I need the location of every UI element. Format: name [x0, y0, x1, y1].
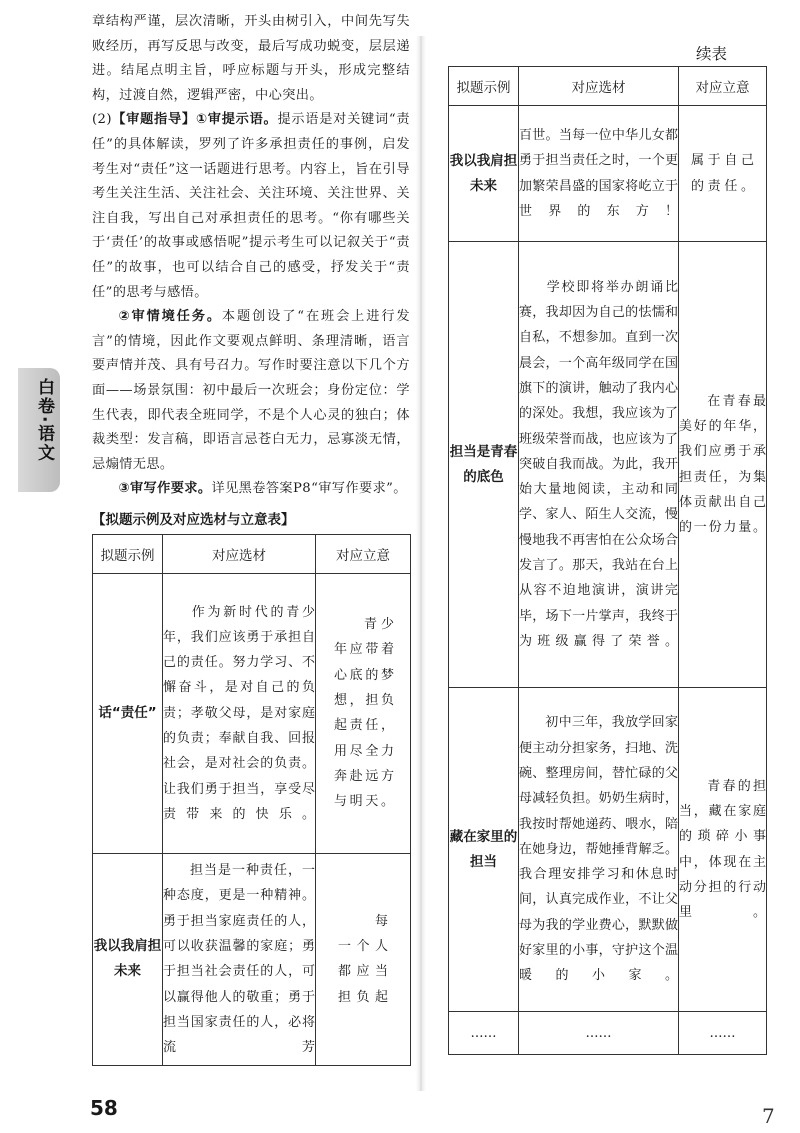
paragraph-situation-task	[92, 305, 410, 477]
header-material: 对应选材	[519, 67, 679, 106]
example-cell: 话“责任”	[93, 573, 163, 853]
table-row	[449, 1012, 767, 1055]
material-cell	[519, 106, 679, 242]
meaning-cell	[316, 853, 411, 1065]
meaning-text: 在青春最美好的年华，我们应勇于承担责任，为集体贡献出自己的一份力量。	[679, 393, 766, 536]
writing-requirements-text: 详见黑卷答案P8“审写作要求”。	[211, 481, 407, 497]
side-tab-label: 白卷·语文	[34, 378, 54, 463]
table-header-row	[449, 67, 767, 106]
item-number: (2)	[92, 112, 112, 128]
heading-situation-task: ②审情境任务。	[118, 309, 222, 325]
paragraph-writing-requirements	[92, 477, 410, 502]
material-cell: ……	[519, 1012, 679, 1055]
material-cell	[163, 853, 316, 1065]
continued-label: 续表	[696, 45, 728, 63]
left-column	[92, 10, 410, 1066]
book-spine	[416, 36, 426, 1091]
example-cell: 担当是青春的底色	[449, 242, 519, 688]
material-text: 学校即将举办朗诵比赛，我却因为自己的怯懦和自私，不想参加。直到一次晨会，一个高年级同学在国旗下的演讲，触动了我内心的深处。我想，我应该为了班级荣誉而战，也应该为了突破自我而战。为此，我开始大量地阅读，主动和同学、家人、陌生人交流，慢慢地我不再害怕在公众场合发言了。那天，我站在台上从容不迫地演讲，演讲完毕，场下一片掌声，我终于为班级赢得了荣誉。	[519, 279, 678, 649]
table-row	[93, 573, 411, 853]
meaning-cell	[679, 106, 767, 242]
material-cell	[519, 688, 679, 1012]
material-text: 初中三年，我放学回家便主动分担家务，扫地、洗碗、整理房间，替忙碌的父母减轻负担。奶奶生病时，我按时帮她递药、喂水，陪在她身边，帮她捶背解乏。我合理安排学习和休息时间，认真完成作业，不让父母为我的学业费心，默默做好家里的小事，守护这个温暖的小家。	[519, 715, 678, 984]
header-example: 拟题示例	[93, 534, 163, 573]
paragraph-structure: 章结构严谨，层次清晰，开头由树引入，中间先写失败经历，再写反思与改变，最后写成功蜕变，层层递进。结尾点明主旨，呼应标题与开头，形成完整结构，过渡自然，逻辑严密，中心突出。	[92, 14, 410, 103]
heading-writing-requirements: ③审写作要求。	[118, 481, 212, 497]
page-number-left: 58	[90, 1096, 118, 1120]
material-cell	[519, 242, 679, 688]
meaning-cell	[679, 242, 767, 688]
meaning-text: 每一个人都应当担负起	[338, 913, 388, 1005]
meaning-cell: ……	[679, 1012, 767, 1055]
header-example: 拟题示例	[449, 67, 519, 106]
material-cell	[163, 573, 316, 853]
meaning-text: 青少年应带着心底的梦想，担负起责任，用尽全力奔赴远方与明天。	[334, 617, 394, 810]
meaning-text: 属于自己的责任。	[691, 153, 754, 194]
material-text: 作为新时代的青少年，我们应该勇于承担自己的责任。努力学习、不懈奋斗，是对自己的负责；孝敬父母，是对家庭的负责；奉献自我、回报社会，是对社会的负责。让我们勇于担当，享受尽责带来的快乐。	[163, 604, 315, 822]
meaning-text: 青春的担当，藏在家庭的琐碎小事中，体现在主动分担的行动里。	[679, 778, 766, 921]
prompt-guide-text: 提示语是对关键词“责任”的具体解读，罗列了许多承担责任的事例，启发考生对“责任”这一话题进行思考。内容上，旨在引导考生关注生活、关注社会、关注环境、关注世界、关注自我，写出自己对承担责任的思考。“你有哪些关于‘责任’的故事或感悟呢”提示考生可以记叙关于“责任”的故事，也可以结合自己的感受，抒发关于“责任”的思考与感悟。	[92, 112, 410, 300]
table-row	[449, 688, 767, 1012]
table-row	[449, 106, 767, 242]
page-number-right: 7	[762, 1104, 775, 1128]
material-text: 担当是一种责任，一种态度，更是一种精神。勇于担当家庭责任的人，可以收获温馨的家庭；勇于担当社会责任的人，可以赢得他人的敬重；勇于担当国家责任的人，必将流芳	[163, 863, 315, 1056]
header-material: 对应选材	[163, 534, 316, 573]
example-cell: 我以我肩担未来	[449, 106, 519, 242]
example-cell: 藏在家里的担当	[449, 688, 519, 1012]
header-meaning: 对应立意	[316, 534, 411, 573]
situation-task-text: 本题创设了“在班会上进行发言”的情境，因此作文要观点鲜明、条理清晰，语言要声情并茂、具有号召力。写作时要注意以下几个方面——场景氛围：初中最后一次班会；身份定位：学生代表，即代表全班同学，不是个人心灵的独白；体裁类型：发言稿，即语言忌苍白无力，忌寡淡无情，忌煽情无思。	[92, 309, 410, 472]
table-header-row	[93, 534, 411, 573]
table-row	[449, 242, 767, 688]
material-text: 百世。当每一位中华儿女都勇于担当责任之时，一个更加繁荣昌盛的国家将屹立于世界的东方！	[519, 127, 678, 219]
meaning-cell	[316, 573, 411, 853]
table-row	[93, 853, 411, 1065]
meaning-cell	[679, 688, 767, 1012]
topic-table-left	[92, 534, 411, 1066]
example-cell: 我以我肩担未来	[93, 853, 163, 1065]
example-cell: ……	[449, 1012, 519, 1055]
paragraph-prompt-guide	[92, 108, 410, 305]
table-title: 【拟题示例及对应选材与立意表】	[92, 511, 295, 528]
topic-table-right	[448, 66, 767, 1055]
header-meaning: 对应立意	[679, 67, 767, 106]
heading-prompt-guide: 【审题指导】①审提示语。	[111, 112, 278, 128]
